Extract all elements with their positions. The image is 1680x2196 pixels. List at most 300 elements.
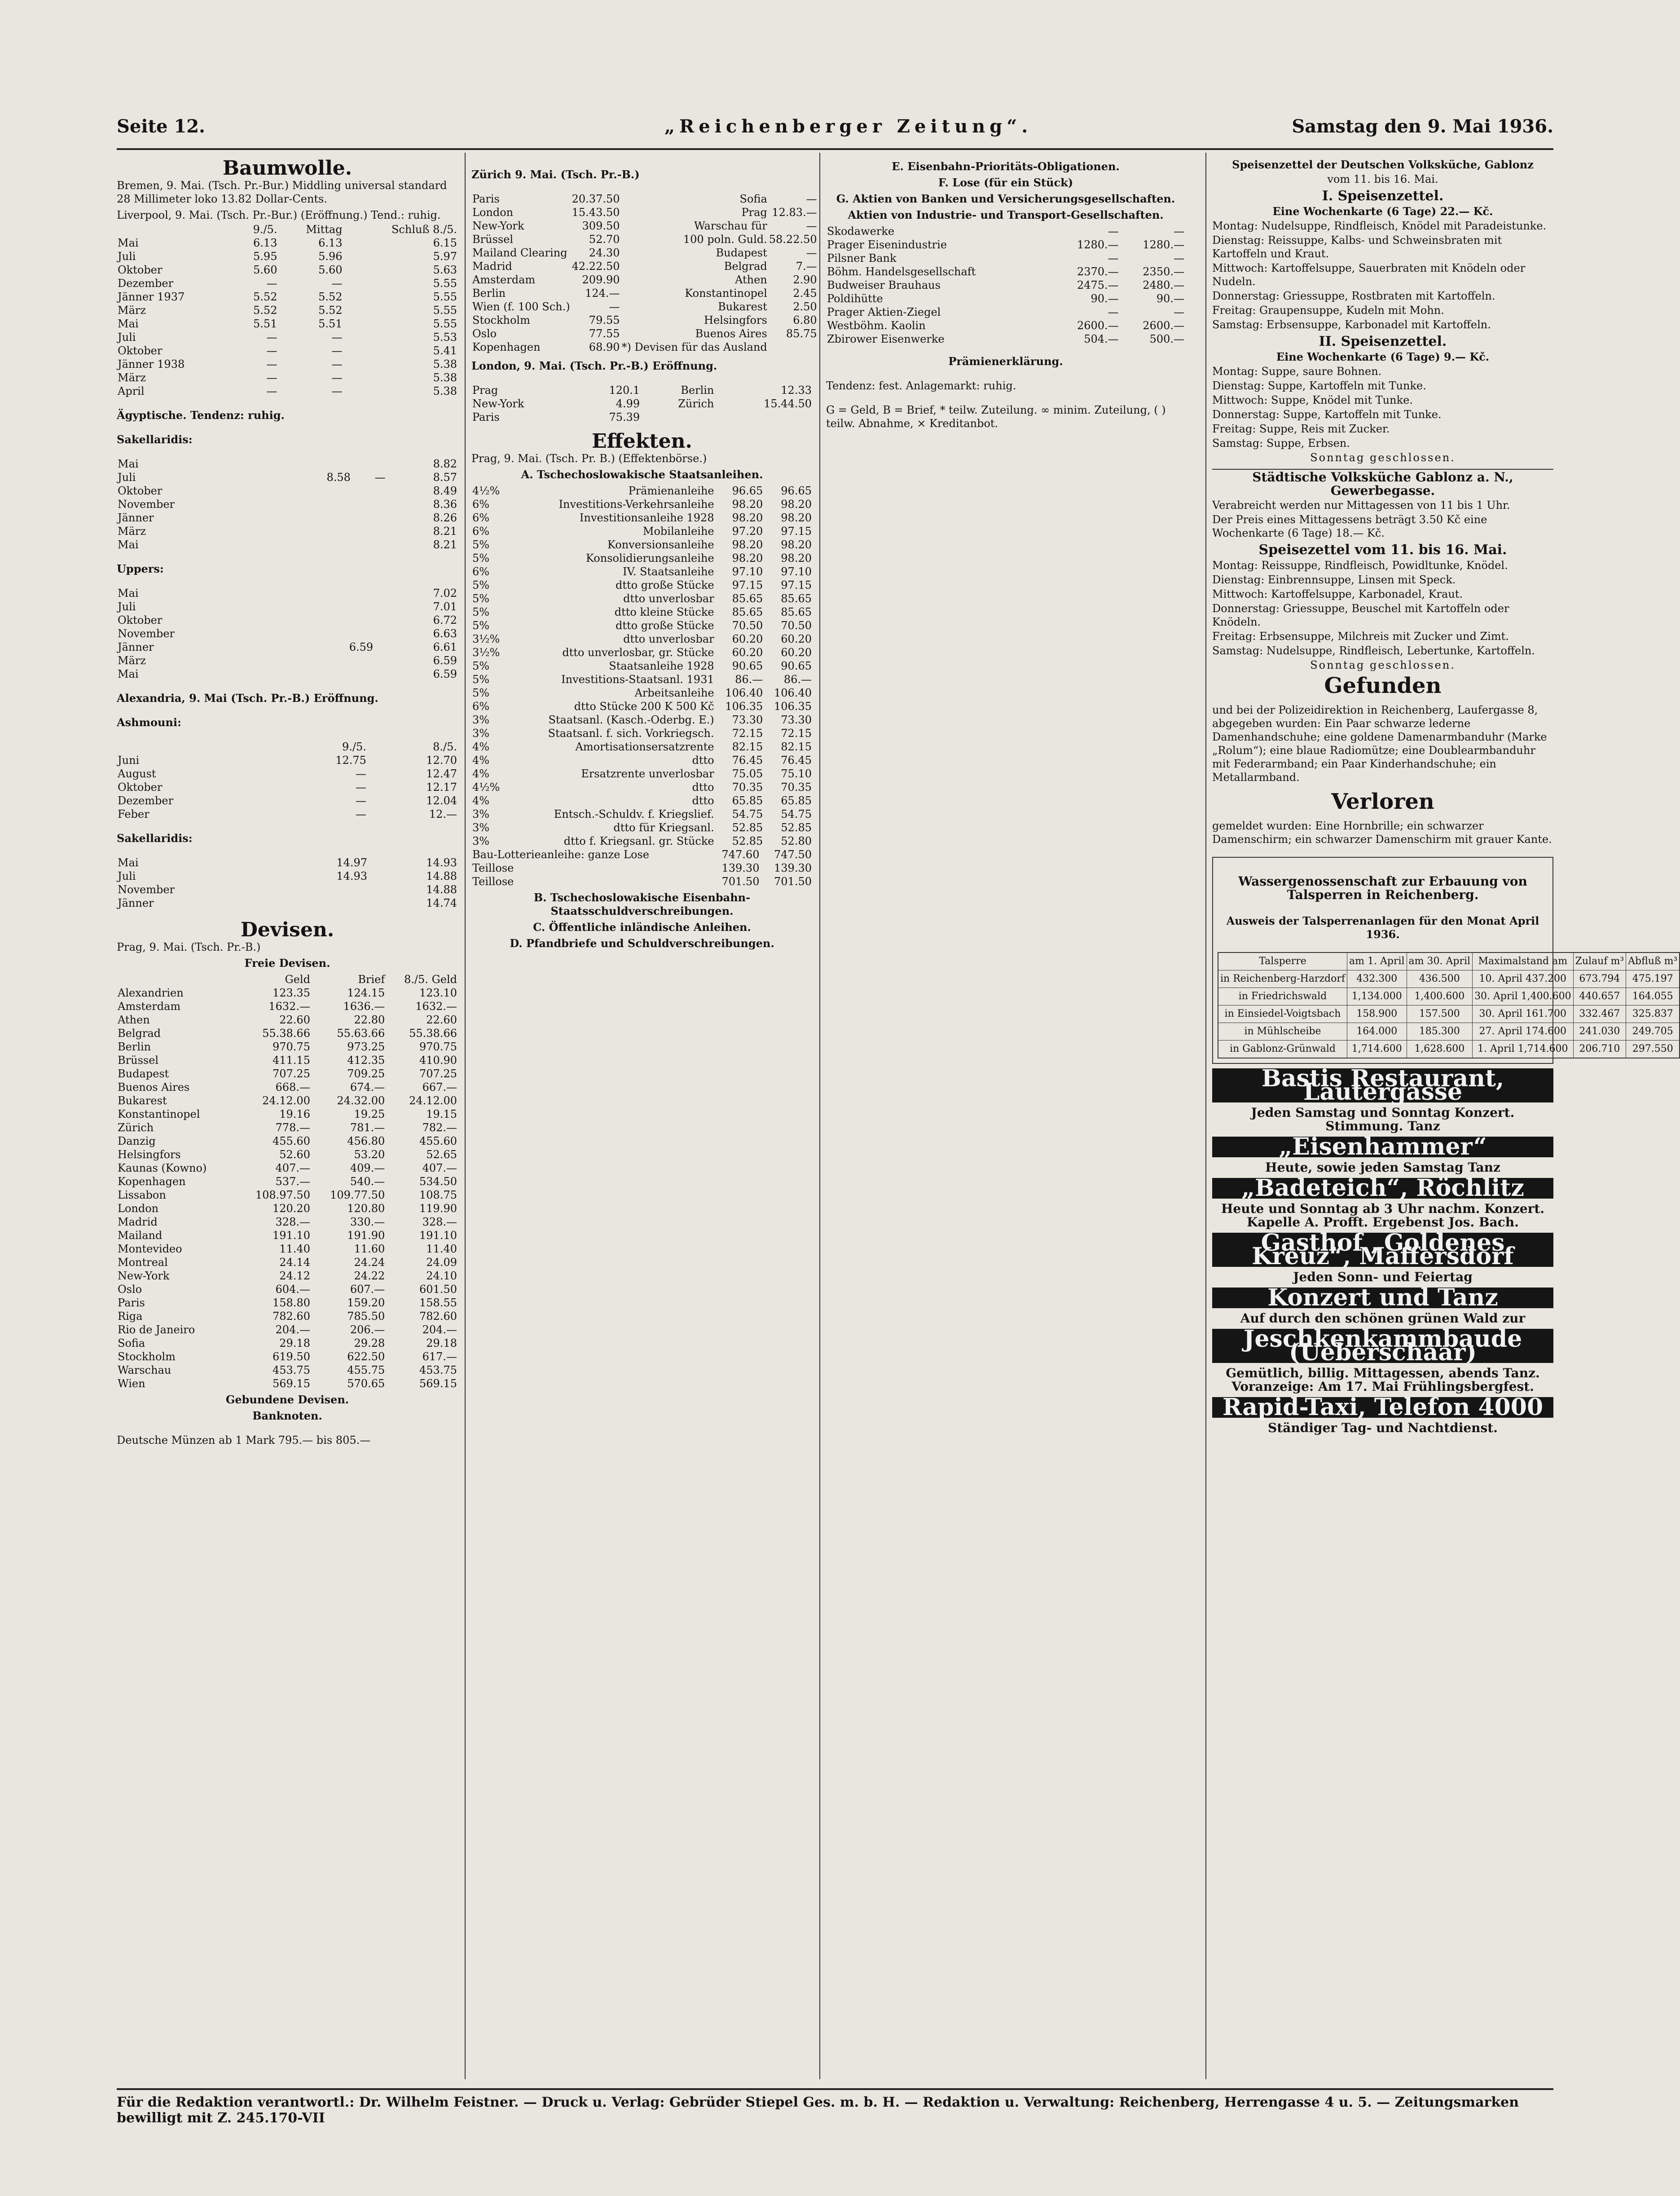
table-row: [117, 627, 458, 640]
table-cell: 249.705: [1626, 1023, 1680, 1041]
table-cell: 6%: [472, 512, 490, 524]
lose-value: 747.60: [721, 848, 760, 861]
table-cell: —: [355, 767, 366, 780]
table-row: [471, 300, 818, 313]
table-cell: Athen: [735, 273, 767, 286]
table-cell: 5.60: [318, 264, 343, 276]
table-cell: 2475.—: [1077, 279, 1119, 291]
aktien-table: [826, 225, 1185, 346]
table-row: [826, 225, 1185, 238]
table-row: [471, 410, 813, 424]
table-cell: 4%: [472, 741, 490, 753]
table-cell: 6%: [472, 700, 490, 713]
table-cell: Sofia: [739, 193, 767, 205]
table-cell: Pilsner Bank: [827, 252, 897, 265]
table-cell: Kopenhagen: [118, 1175, 186, 1188]
table-row: [117, 1161, 458, 1175]
table-cell: 29.18: [279, 1337, 310, 1349]
table-cell: 106.40: [774, 687, 812, 699]
table-cell: 8.58: [326, 471, 351, 484]
table-cell: Buenos Aires: [118, 1081, 190, 1094]
table-cell: Westböhm. Kaolin: [827, 319, 926, 332]
table-row: [117, 525, 458, 538]
table-cell: Riga: [118, 1310, 143, 1323]
table-cell: 8.21: [433, 525, 457, 538]
table-row: [117, 1121, 458, 1134]
gefunden-title: Gefunden: [1324, 673, 1442, 698]
table-cell: —: [355, 781, 366, 794]
table-cell: Juli: [118, 471, 136, 484]
freie-devisen-label: Freie Devisen.: [244, 957, 330, 970]
table-cell: 407.—: [422, 1162, 457, 1174]
table-cell: 22.80: [354, 1014, 385, 1026]
table-cell: Jänner: [118, 512, 154, 524]
table-cell: 3½%: [472, 646, 500, 659]
table-cell: Zürich: [118, 1121, 154, 1134]
table-cell: New-York: [472, 220, 524, 232]
table-cell: Oktober: [118, 485, 163, 497]
table-row: [471, 260, 818, 273]
table-cell: 159.20: [347, 1296, 385, 1309]
gefunden-text: und bei der Polizeidirektion in Reichenberg, Laufergasse 8, abgegeben wurden: Ein Paar schwarze lederne Damenhandschuhe; eine goldene Damenarmbanduhr (Marke „Rolum“); eine blaue Radiomütze; eine Doublearmbanduhr mit Federarmband; ein Paar Kinderhandschuhe; ein Metallarmband.: [1212, 704, 1547, 784]
table-row: [117, 1188, 458, 1202]
table-cell: 455.60: [419, 1135, 457, 1147]
table-cell: 6.59: [433, 654, 457, 667]
table-row: [117, 1242, 458, 1256]
lose-label: Teillose: [472, 862, 514, 874]
table-row: [117, 781, 458, 794]
table-cell: 3%: [472, 727, 490, 740]
table-cell: 106.40: [725, 687, 763, 699]
table-cell: Wien (f. 100 Sch.): [472, 300, 570, 313]
table-cell: 90.65: [732, 660, 763, 672]
deutsche-muenzen: Deutsche Münzen ab 1 Mark 795.— bis 805.—: [117, 1434, 371, 1446]
table-cell: 10. April 437.200: [1473, 970, 1574, 988]
table-row: [117, 1350, 458, 1363]
table-cell: Oslo: [472, 327, 497, 340]
table-cell: Amsterdam: [118, 1000, 181, 1013]
menu-day: Freitag: Graupensuppe, Kudeln mit Mohn.: [1212, 304, 1444, 317]
table-cell: 98.20: [732, 552, 763, 564]
table-cell: Konstantinopel: [685, 287, 767, 300]
table-row: [471, 340, 818, 354]
table-cell: Lissabon: [118, 1189, 166, 1201]
table-cell: Budapest: [118, 1067, 169, 1080]
table-row: [471, 498, 813, 511]
table-cell: Bukarest: [718, 300, 767, 313]
table-cell: 667.—: [422, 1081, 457, 1094]
table-cell: 11.40: [279, 1243, 310, 1255]
table-row: [117, 896, 458, 910]
table-cell: 5.55: [433, 277, 457, 290]
table-row: [117, 236, 458, 250]
table-cell: 3½%: [472, 633, 500, 645]
sakellaridis-label: Sakellaridis:: [117, 433, 193, 446]
table-row: [471, 592, 813, 605]
table-row: [117, 1283, 458, 1296]
table-cell: —: [806, 220, 817, 232]
ashmouni-label: Ashmouni:: [117, 716, 181, 729]
table-cell: 60.20: [781, 633, 812, 645]
table-cell: 85.65: [732, 606, 763, 618]
table-cell: 158.55: [419, 1296, 457, 1309]
table-cell: 432.300: [1347, 970, 1407, 988]
table-cell: 75.39: [609, 411, 640, 423]
table-cell: 14.74: [426, 897, 457, 909]
table-row: [826, 305, 1185, 319]
table-cell: —: [266, 371, 277, 384]
aegypt-label: Ägyptische. Tendenz: ruhig.: [117, 409, 285, 422]
table-cell: dtto unverlosbar: [623, 592, 714, 605]
table-row: [471, 233, 818, 246]
table-cell: 60.20: [732, 646, 763, 659]
speisenzettel-volkskueche: [1212, 158, 1553, 464]
column-header: [117, 223, 234, 236]
table-row: [471, 384, 813, 397]
table-row: [471, 287, 818, 300]
table-row: [826, 238, 1185, 251]
menu-day: Montag: Reissuppe, Rindfleisch, Powidltunke, Knödel.: [1212, 559, 1508, 572]
table-row: [117, 613, 458, 627]
table-cell: 5.38: [433, 371, 457, 384]
table-cell: [280, 511, 352, 525]
table-cell: 453.75: [419, 1364, 457, 1376]
table-cell: Konversionsanleihe: [607, 538, 714, 551]
table-cell: 52.65: [426, 1148, 457, 1161]
table-cell: August: [118, 767, 156, 780]
table-cell: 52.85: [732, 835, 763, 847]
table-cell: 108.75: [419, 1189, 457, 1201]
table-row: [471, 861, 813, 875]
table-cell: Staatsanl. f. sich. Vorkriegsch.: [548, 727, 714, 740]
table-cell: 328.—: [275, 1216, 310, 1228]
table-cell: 75.05: [732, 767, 763, 780]
table-cell: Belgrad: [724, 260, 767, 273]
table-cell: 5.55: [433, 317, 457, 330]
table-cell: [641, 410, 715, 424]
table-cell: 58.22.50: [769, 233, 817, 246]
column-4: [1212, 157, 1678, 1437]
menu-day: Donnerstag: Griessuppe, Rostbraten mit Kartoffeln.: [1212, 290, 1495, 302]
table-cell: März: [118, 371, 146, 384]
table-cell: 5.51: [318, 317, 343, 330]
table-cell: 158.900: [1347, 1005, 1407, 1023]
table-cell: Mailand: [118, 1229, 163, 1242]
table-cell: [352, 498, 387, 511]
table-cell: Kaunas (Kowno): [118, 1162, 207, 1174]
table-cell: —: [1174, 225, 1184, 238]
table-cell: 330.—: [350, 1216, 385, 1228]
ad-banner: Jeschkenkammbaude (Ueberschaar): [1212, 1329, 1553, 1363]
table-cell: 70.50: [732, 619, 763, 632]
page-footer: Für die Redaktion verantwortl.: Dr. Wilhelm Feistner. — Druck u. Verlag: Gebrüder Stiepel Ges. m. b. H. — Redaktion u. Verwaltung: Reichenberg, Herrengasse 4 u. 5. — Zeitungsmarken bewilligt mit Z. 245.170-VII: [117, 2088, 1553, 2126]
ad-text: Ständiger Tag- und Nachtdienst.: [1268, 1420, 1498, 1435]
table-cell: [374, 627, 379, 640]
table-cell: 206.—: [350, 1323, 385, 1336]
lose-label: Teillose: [472, 875, 514, 888]
table-cell: Dezember: [118, 794, 174, 807]
table-cell: 455.75: [347, 1364, 385, 1376]
table-row: [471, 848, 813, 861]
column-divider-3: [1205, 153, 1206, 2079]
table-cell: Mai: [118, 317, 139, 330]
table-cell: 619.50: [272, 1350, 310, 1363]
table-row: [117, 1175, 458, 1188]
table-cell: 5%: [472, 673, 490, 686]
table-cell: 537.—: [275, 1175, 310, 1188]
table-cell: 7.—: [796, 260, 817, 273]
table-row: [117, 484, 458, 498]
table-cell: 781.—: [350, 1121, 385, 1134]
table-row: [1218, 988, 1680, 1005]
table-cell: 19.15: [426, 1108, 457, 1120]
table-cell: 97.10: [732, 565, 763, 578]
table-cell: 241.030: [1573, 1023, 1626, 1041]
table-cell: 73.30: [732, 714, 763, 726]
table-row: [471, 246, 818, 260]
table-cell: 5%: [472, 606, 490, 618]
table-row: [471, 794, 813, 807]
table-cell: 70.50: [781, 619, 812, 632]
table-cell: [352, 525, 387, 538]
table-row: [826, 292, 1185, 305]
table-cell: [295, 627, 374, 640]
table-row: [117, 1054, 458, 1067]
table-cell: 22.60: [279, 1014, 310, 1026]
table-row: [471, 484, 813, 498]
table-cell: 97.15: [781, 525, 812, 538]
table-cell: 97.15: [781, 579, 812, 591]
table-cell: [295, 667, 374, 681]
table-cell: —: [331, 331, 343, 344]
table-row: [471, 700, 813, 713]
ad-banner: „Eisenhammer“: [1212, 1137, 1553, 1157]
column-header: [117, 740, 277, 754]
table-cell: —: [609, 300, 620, 313]
table-cell: 54.75: [781, 808, 812, 820]
table-header: [1218, 952, 1680, 970]
table-cell: Böhm. Handelsgesellschaft: [827, 265, 976, 278]
table-cell: 86.—: [735, 673, 763, 686]
table-row: [471, 781, 813, 794]
table-cell: 55.38.66: [262, 1027, 310, 1040]
menu-day: Freitag: Erbsensuppe, Milchreis mit Zucker und Zimt.: [1212, 630, 1509, 643]
column-header: Maximalstand am: [1473, 952, 1574, 970]
table-cell: 412.35: [347, 1054, 385, 1067]
table-cell: Warschau für: [694, 220, 767, 232]
table-cell: Oslo: [118, 1283, 142, 1296]
table-cell: Konstantinopel: [118, 1108, 200, 1120]
column-header: am 1. April: [1347, 952, 1407, 970]
table-cell: —: [331, 344, 343, 357]
table-cell: 19.25: [354, 1108, 385, 1120]
table-cell: 124.—: [585, 287, 620, 300]
table-cell: 601.50: [419, 1283, 457, 1296]
table-row: [117, 1336, 458, 1350]
table-cell: 52.70: [589, 233, 620, 246]
ad-banner: „Badeteich“, Röchlitz: [1212, 1178, 1553, 1199]
table-cell: 12.83.—: [772, 206, 817, 219]
table-cell: 97.10: [781, 565, 812, 578]
table-cell: 782.—: [422, 1121, 457, 1134]
table-row: [117, 654, 458, 667]
devisen-table: [117, 973, 458, 1390]
table-cell: 97.15: [732, 579, 763, 591]
column-header: Abfluß m³: [1626, 952, 1680, 970]
table-cell: 73.30: [781, 714, 812, 726]
effekten-section-e: E. Eisenbahn-Prioritäts-Obligationen.: [892, 160, 1120, 173]
header-rule: [117, 148, 1553, 150]
table-cell: Madrid: [118, 1216, 158, 1228]
table-cell: 15.44.50: [764, 397, 812, 410]
table-cell: [295, 613, 374, 627]
table-row: [117, 856, 458, 869]
table-cell: Zbirower Eisenwerke: [827, 333, 945, 345]
wasser-title: Wassergenossenschaft zur Erbauung von Talsperren in Reichenberg.: [1238, 874, 1527, 902]
table-cell: 8.36: [433, 498, 457, 511]
table-cell: 8.49: [433, 485, 457, 497]
table-cell: 204.—: [422, 1323, 457, 1336]
table-cell: 82.15: [781, 741, 812, 753]
table-row: [471, 875, 813, 888]
table-cell: 3%: [472, 835, 490, 847]
table-cell: [352, 538, 387, 551]
newspaper-title: „Reichenberger Zeitung“.: [664, 116, 1033, 137]
table-cell: 24.22: [354, 1270, 385, 1282]
table-cell: 85.65: [781, 592, 812, 605]
table-cell: Alexandrien: [118, 987, 184, 999]
table-cell: Prager Aktien-Ziegel: [827, 306, 941, 318]
table-row: [117, 1067, 458, 1080]
table-cell: dtto: [692, 754, 714, 767]
table-row: [1218, 970, 1680, 988]
table-cell: 440.657: [1573, 988, 1626, 1005]
column-header: Schluß 8./5.: [391, 223, 457, 236]
table-cell: 79.55: [589, 314, 620, 326]
table-cell: —: [331, 371, 343, 384]
table-cell: Mai: [118, 237, 139, 249]
table-cell: 15.43.50: [572, 206, 620, 219]
table-cell: Stockholm: [118, 1350, 176, 1363]
effekten-sub: Prag, 9. Mai. (Tsch. Pr. B.) (Effektenbörse.): [471, 452, 707, 465]
uppers-label: Uppers:: [117, 562, 164, 575]
table-cell: 12.33: [781, 384, 812, 397]
table-row: [117, 1134, 458, 1148]
table-cell: März: [118, 525, 146, 538]
lose-table: [471, 848, 813, 888]
table-cell: 7.01: [433, 600, 457, 613]
zurich-table: [471, 192, 818, 354]
effekten-section-a: A. Tschechoslowakische Staatsanleihen.: [521, 468, 763, 481]
table-row: [117, 1256, 458, 1269]
table-cell: Mai: [118, 458, 139, 470]
table-cell: Staatsanleihe 1928: [609, 660, 714, 672]
ad-text: Heute, sowie jeden Samstag Tanz: [1265, 1160, 1500, 1175]
lose-prev: 747.50: [774, 848, 812, 861]
menu-day: Dienstag: Einbrennsuppe, Linsen mit Speck.: [1212, 573, 1456, 586]
table-cell: 30. April 161.700: [1473, 1005, 1574, 1023]
table-cell: 24.12: [279, 1270, 310, 1282]
table-cell: 60.20: [732, 633, 763, 645]
table-cell: 85.65: [732, 592, 763, 605]
table-row: [117, 263, 458, 277]
table-cell: 14.88: [426, 883, 457, 896]
table-cell: 6.13: [253, 237, 277, 249]
table-row: [471, 397, 813, 410]
table-row: [117, 869, 458, 883]
table-cell: 3%: [472, 714, 490, 726]
wasser-box: [1212, 857, 1678, 1064]
table-row: [117, 1377, 458, 1390]
table-cell: 12.04: [426, 794, 457, 807]
table-cell: IV. Staatsanleihe: [623, 565, 714, 578]
table-cell: New-York: [472, 397, 524, 410]
table-cell: 456.80: [347, 1135, 385, 1147]
table-cell: 6.61: [433, 641, 457, 653]
table-cell: —: [1108, 225, 1119, 238]
table-row: [471, 327, 818, 340]
table-row: [471, 273, 818, 287]
menu-day: Dienstag: Reissuppe, Kalbs- und Schweinsbraten mit Kartoffeln und Kraut.: [1212, 234, 1502, 260]
table-cell: 674.—: [350, 1081, 385, 1094]
table-cell: —: [806, 247, 817, 259]
ad-text: Heute und Sonntag ab 3 Uhr nachm. Konzert. Kapelle A. Profft. Ergebenst Jos. Bach.: [1221, 1201, 1545, 1230]
table-cell: [280, 484, 352, 498]
table-cell: 52.85: [732, 821, 763, 834]
table-cell: Helsingfors: [704, 314, 767, 326]
table-cell: 5%: [472, 687, 490, 699]
table-cell: dtto große Stücke: [616, 619, 714, 632]
table-cell: 185.300: [1407, 1023, 1473, 1041]
table-cell: 453.75: [272, 1364, 310, 1376]
table-row: [117, 586, 458, 600]
table-cell: 68.90: [589, 341, 620, 353]
devisen-title: Devisen.: [240, 918, 334, 941]
table-cell: 607.—: [350, 1283, 385, 1296]
table-cell: 109.77.50: [330, 1189, 385, 1201]
table-row: [117, 1027, 458, 1040]
table-row: [471, 821, 813, 834]
table-cell: —: [1108, 306, 1119, 318]
table-cell: in Gablonz-Grünwald: [1218, 1041, 1347, 1058]
menu-day: Dienstag: Suppe, Kartoffeln mit Tunke.: [1212, 379, 1426, 392]
table-row: [117, 754, 458, 767]
table-cell: Helsingfors: [118, 1148, 181, 1161]
column-header: [117, 973, 237, 986]
table-row: [471, 206, 818, 219]
table-cell: [295, 586, 374, 600]
table-cell: London: [118, 1202, 159, 1215]
table-cell: [715, 410, 813, 424]
table-cell: 5.95: [253, 250, 277, 263]
table-cell: [280, 498, 352, 511]
table-cell: New-York: [118, 1270, 170, 1282]
table-cell: 29.28: [354, 1337, 385, 1349]
table-cell: 1632.—: [415, 1000, 457, 1013]
table-cell: [352, 511, 387, 525]
table-cell: 2350.—: [1143, 265, 1184, 278]
table-cell: in Friedrichswald: [1218, 988, 1347, 1005]
table-cell: *) Devisen für das Ausland: [621, 341, 767, 353]
column-3: [826, 157, 1185, 441]
table-row: [471, 565, 813, 578]
menu-day: Mittwoch: Kartoffelsuppe, Karbonadel, Kraut.: [1212, 588, 1463, 600]
table-cell: 90.—: [1091, 292, 1119, 305]
column-divider-1: [465, 153, 466, 2079]
table-cell: 106.35: [774, 700, 812, 713]
table-cell: Oktober: [118, 344, 163, 357]
table-row: [471, 686, 813, 700]
